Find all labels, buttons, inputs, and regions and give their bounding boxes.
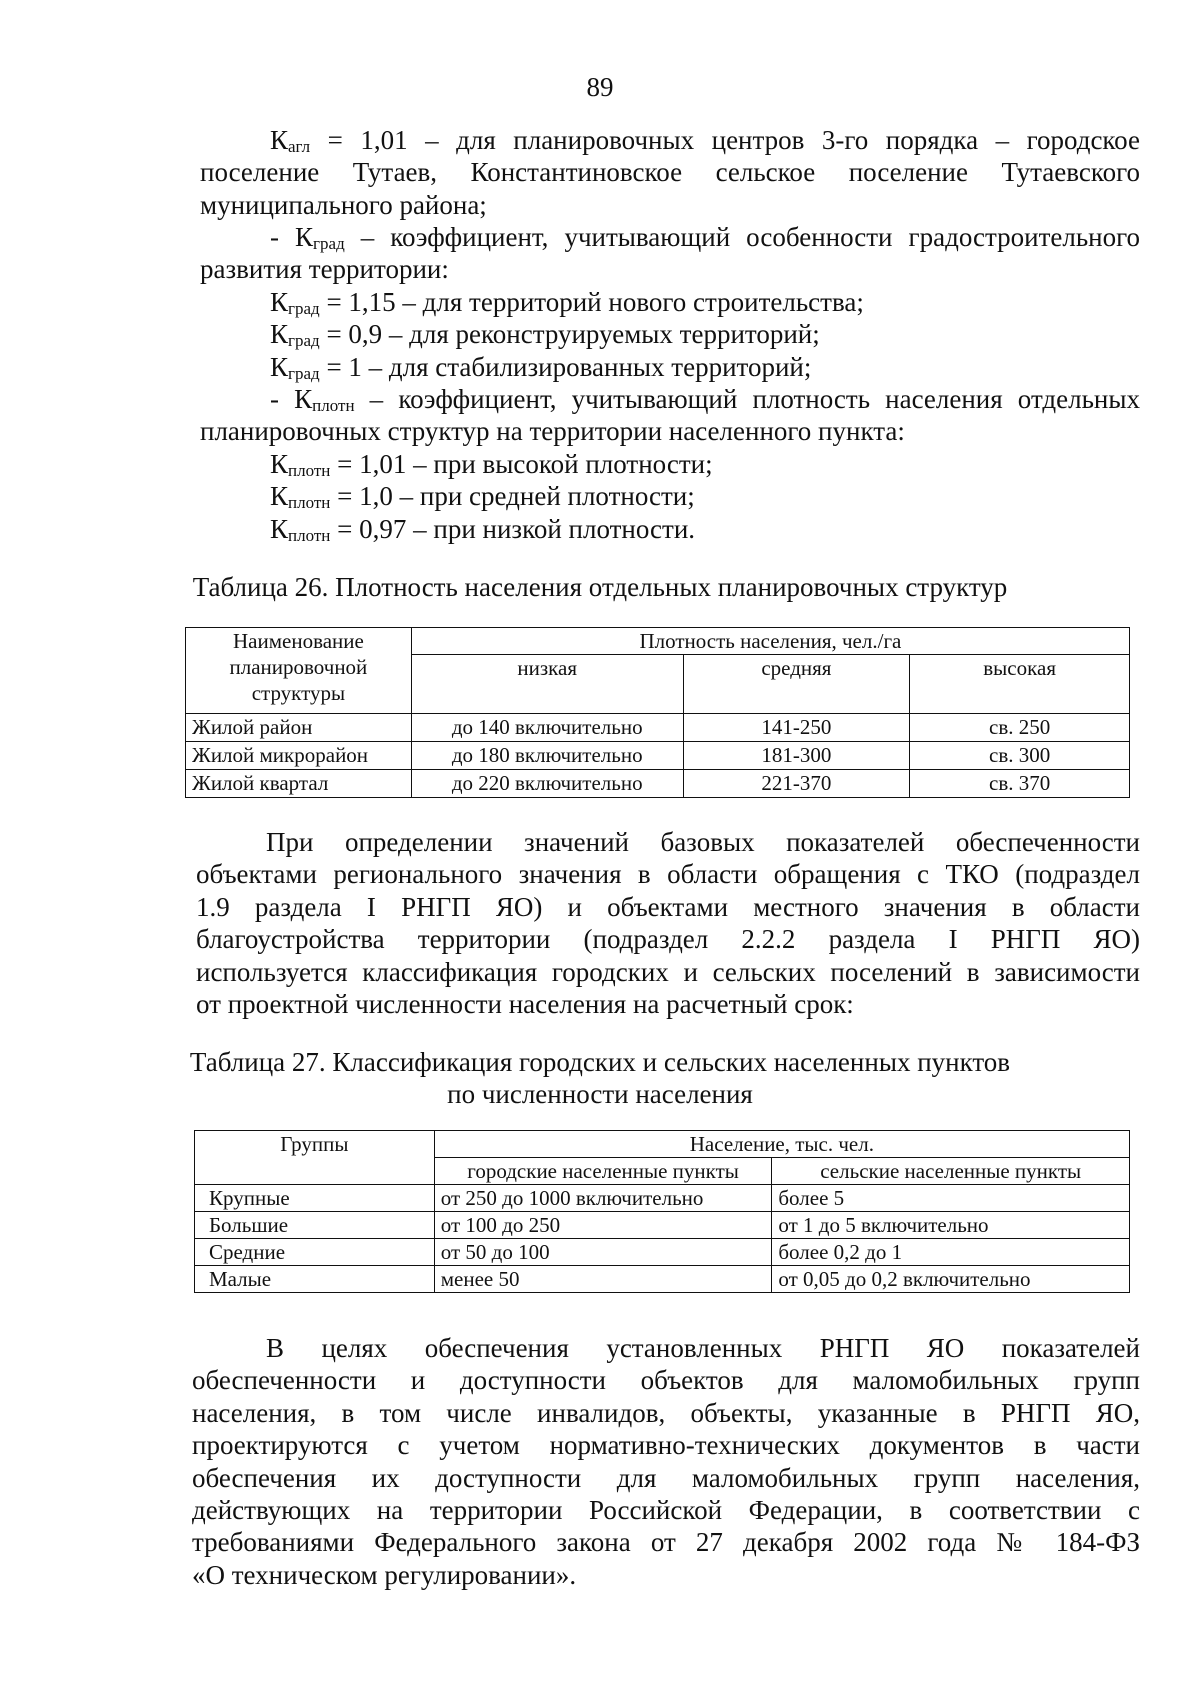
page-number: 89	[586, 72, 614, 102]
text-line: $К_{град} = 1,15$ – для территорий нового строительства;	[270, 287, 864, 318]
text-line: $К_{плотн} = 1,0$ – при средней плотности;	[270, 481, 695, 513]
text-line: объектами регионального значения в области обращения с ТКО (подраздел	[196, 859, 1140, 890]
text-line: муниципального района;	[200, 189, 487, 220]
table27-header-population: Население, тыс. чел.	[434, 1131, 1129, 1158]
text-line: поселение Тутаев, Константиновское сельское поселение Тутаевского	[200, 157, 1140, 188]
table-cell: от 250 до 1000 включительно	[434, 1185, 772, 1212]
accessibility-paragraph	[192, 1332, 1140, 1591]
table-row	[195, 1185, 1130, 1212]
text-line: населения, в том числе инвалидов, объекты, указанные в РНГП ЯО,	[192, 1397, 1140, 1428]
kplotn-definition	[200, 383, 1140, 448]
text-line: развития территории:	[200, 254, 449, 285]
table-row	[195, 1239, 1130, 1266]
text-line: 1.9 раздела I РНГП ЯО) и объектами местного значения в области	[196, 891, 1140, 922]
table-row	[186, 742, 1130, 770]
text-line: «О техническом регулировании».	[192, 1559, 577, 1590]
table27-header-urban: городские населенные пункты	[434, 1158, 772, 1185]
table-cell: от 1 до 5 включительно	[772, 1212, 1130, 1239]
table-row	[186, 714, 1130, 742]
table-cell: до 140 включительно	[411, 714, 683, 742]
text-line: проектируются с учетом нормативно-технических документов в части	[192, 1430, 1140, 1461]
table26-header-low: низкая	[411, 655, 683, 714]
table-cell: св. 370	[910, 770, 1130, 798]
table-cell: Большие	[195, 1212, 435, 1239]
table26-caption: Таблица 26. Плотность населения отдельных планировочных структур	[192, 572, 1008, 602]
text-line: - $К_{плотн}$ – коэффициент, учитывающий плотность населения отдельных	[270, 384, 1140, 415]
table-cell: до 180 включительно	[411, 742, 683, 770]
table26	[185, 627, 1130, 798]
table27-caption-line2: по численности населения	[447, 1079, 753, 1109]
text-line: обеспечения их доступности для маломобильных групп населения,	[192, 1462, 1140, 1493]
text-line: благоустройства территории (подраздел 2.2.2 раздела I РНГП ЯО)	[196, 924, 1140, 955]
table-cell: 141-250	[683, 714, 910, 742]
table27-header-rural: сельские населенные пункты	[772, 1158, 1130, 1185]
text-line: $К_{агл} = 1,01$ – для планировочных центров 3-го порядка – городское	[270, 125, 1140, 156]
text-line: В целях обеспечения установленных РНГП ЯО показателей	[266, 1333, 1140, 1363]
table-cell: Малые	[195, 1266, 435, 1293]
kagl-paragraph	[200, 124, 1140, 221]
table-row	[195, 1212, 1130, 1239]
classification-paragraph	[196, 826, 1140, 1020]
table-cell: св. 250	[910, 714, 1130, 742]
text-line: $К_{плотн} = 0,97$ – при низкой плотности.	[270, 513, 696, 545]
text-line: При определении значений базовых показателей обеспеченности	[266, 827, 1140, 857]
text-line: действующих на территории Российской Федерации, в соответствии с	[192, 1494, 1140, 1525]
text-line: от проектной численности населения на расчетный срок:	[196, 988, 854, 1019]
table-cell: от 100 до 250	[434, 1212, 772, 1239]
table-cell: 221-370	[683, 770, 910, 798]
table-cell: более 5	[772, 1185, 1130, 1212]
table-cell: более 0,2 до 1	[772, 1239, 1130, 1266]
table-cell: св. 300	[910, 742, 1130, 770]
table26-header-group: Плотность населения, чел./га	[411, 628, 1129, 655]
table-cell: Средние	[195, 1239, 435, 1266]
table27-header-groups: Группы	[195, 1131, 435, 1185]
table-cell: 181-300	[683, 742, 910, 770]
table-row	[186, 770, 1130, 798]
table-cell: от 0,05 до 0,2 включительно	[772, 1266, 1130, 1293]
table26-header-mid: средняя	[683, 655, 910, 714]
text-line: $К_{град} = 1$ – для стабилизированных территорий;	[270, 351, 812, 383]
text-line: обеспеченности и доступности объектов для маломобильных групп	[192, 1365, 1140, 1396]
table-cell: Жилой квартал	[186, 770, 412, 798]
text-line: используется классификация городских и сельских поселений в зависимости	[196, 956, 1140, 987]
text-line: $К_{плотн} = 1,01$ – при высокой плотности;	[270, 449, 713, 480]
text-line: планировочных структур на территории населенного пункта:	[200, 416, 905, 447]
kgrad-values	[270, 286, 1140, 383]
table26-header-name: Наименование планировочной структуры	[186, 628, 412, 714]
table-cell: от 50 до 100	[434, 1239, 772, 1266]
table-row	[195, 1266, 1130, 1293]
kgrad-definition	[200, 221, 1140, 286]
table27	[194, 1130, 1130, 1293]
table26-header-high: высокая	[910, 655, 1130, 714]
table-cell: менее 50	[434, 1266, 772, 1293]
table-cell: до 220 включительно	[411, 770, 683, 798]
table-cell: Жилой микрорайон	[186, 742, 412, 770]
kplotn-values	[270, 448, 1140, 545]
table-cell: Жилой район	[186, 714, 412, 742]
text-line: требованиями Федерального закона от 27 декабря 2002 года № 184-ФЗ	[192, 1527, 1140, 1558]
table27-caption-line1: Таблица 27. Классификация городских и сельских населенных пунктов	[189, 1047, 1011, 1077]
text-line: $К_{град} = 0,9$ – для реконструируемых территорий;	[270, 319, 820, 351]
text-line: - $К_{град}$ – коэффициент, учитывающий особенности градостроительного	[270, 222, 1140, 253]
table-cell: Крупные	[195, 1185, 435, 1212]
